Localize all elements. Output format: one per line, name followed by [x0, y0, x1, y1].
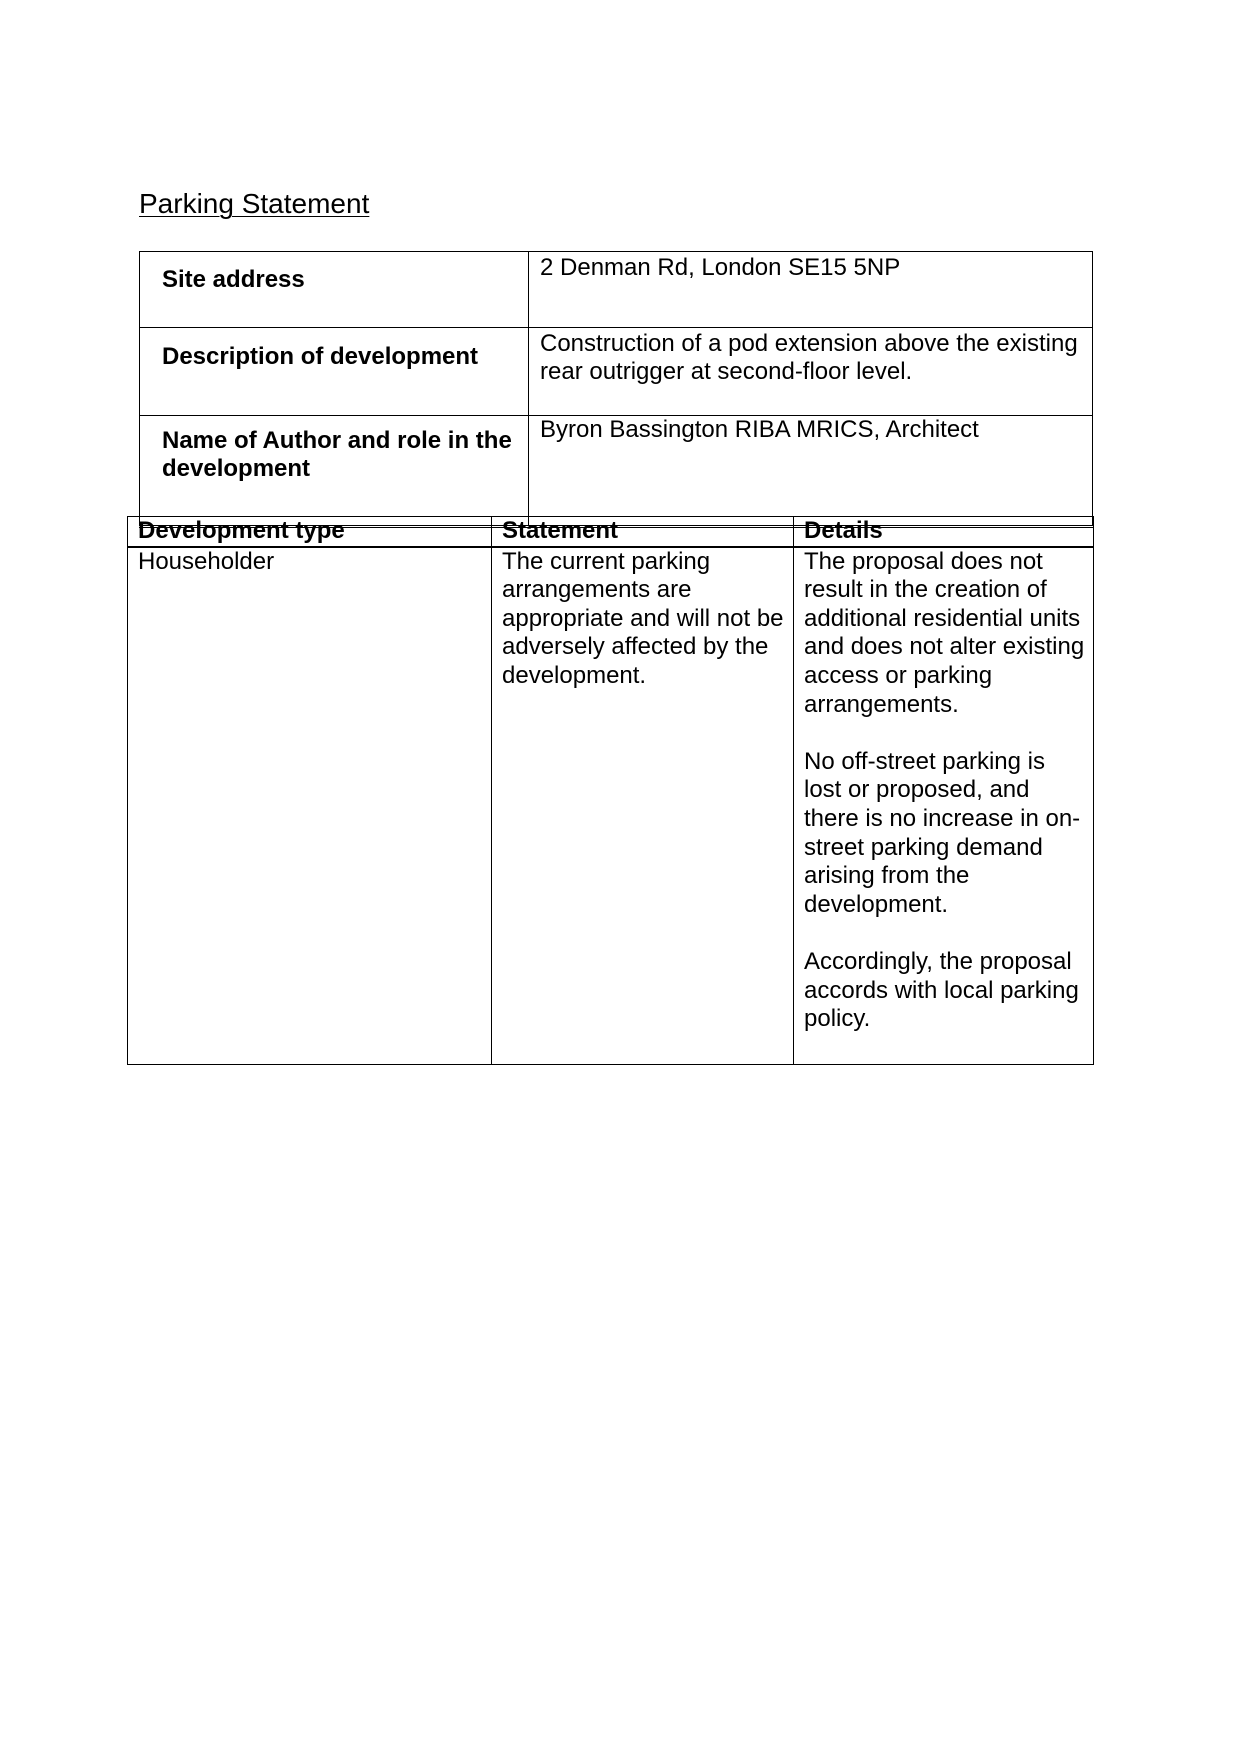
page-title: Parking Statement [139, 188, 370, 219]
statement-cell: The current parking arrangements are appropriate and will not be adversely affected by the development. [492, 547, 794, 1065]
details-paragraph: Accordingly, the proposal accords with local parking policy. [804, 947, 1079, 1033]
table-header-row [128, 517, 1094, 547]
site-address-value: 2 Denman Rd, London SE15 5NP [529, 252, 1093, 328]
column-header-development-type: Development type [128, 517, 492, 547]
author-label: Name of Author and role in the development [140, 416, 529, 527]
table-row [140, 416, 1093, 527]
column-header-details: Details [794, 517, 1094, 547]
parking-table [127, 516, 1094, 1065]
description-label: Description of development [140, 328, 529, 416]
table-row [140, 252, 1093, 328]
site-info-table [139, 251, 1093, 528]
site-address-label: Site address [140, 252, 529, 328]
details-paragraph: The proposal does not result in the creation of additional residential units and does not alter existing access or parking arrangements. [804, 547, 1085, 718]
details-paragraph: No off-street parking is lost or proposed, and there is no increase in on-street parking demand arising from the development. [804, 747, 1081, 918]
development-type-cell: Householder [128, 547, 492, 1065]
table-row [140, 328, 1093, 416]
details-cell [794, 547, 1094, 1065]
column-header-statement: Statement [492, 517, 794, 547]
table-row [128, 547, 1094, 1065]
author-value: Byron Bassington RIBA MRICS, Architect [529, 416, 1093, 527]
description-value: Construction of a pod extension above the existing rear outrigger at second-floor level. [529, 328, 1093, 416]
